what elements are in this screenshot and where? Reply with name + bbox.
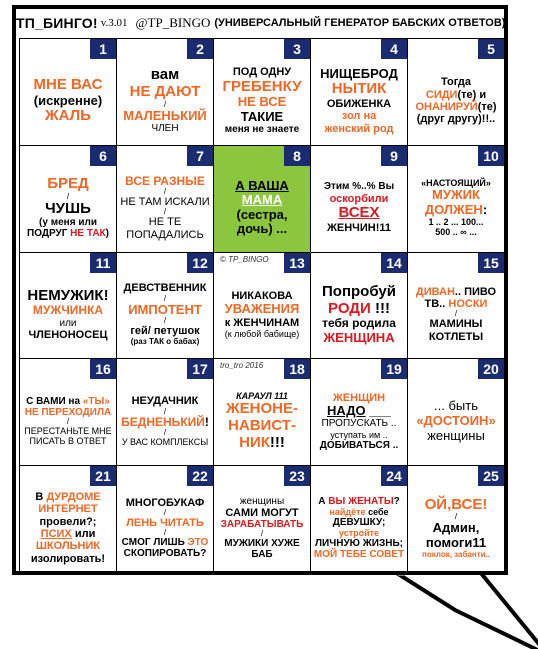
cell-text: Этим %..% Вы <box>323 181 395 193</box>
cell-text: НЕМУЖИК! <box>27 286 109 304</box>
cell-text: (искренне) <box>33 92 103 108</box>
cell-separator: / <box>163 316 167 326</box>
cell-text: ДУРДОМЕ <box>46 491 101 504</box>
cell-text: В <box>35 491 44 504</box>
cell-text: : <box>482 201 488 217</box>
cell-text: ! <box>204 414 209 429</box>
cell-number: 14 <box>381 253 407 273</box>
cell-text: ОЙ,ВСЕ! <box>424 495 488 513</box>
cell-number: 17 <box>187 359 213 379</box>
bingo-cell-16[interactable] <box>20 359 117 466</box>
cell-text: изолировать! <box>30 552 106 565</box>
cell-separator: / <box>163 507 167 517</box>
bingo-cell-6[interactable] <box>20 146 117 253</box>
cell-text: СИДИ <box>425 88 458 101</box>
cell-number: 20 <box>478 359 504 379</box>
cell-text: НИЩЕБРОД <box>320 65 398 81</box>
bingo-cell-9[interactable] <box>311 146 408 253</box>
cell-text: А <box>318 495 326 507</box>
cell-text: гей/ петушок <box>130 325 200 338</box>
cell-text: ДОЛЖЕН <box>424 201 483 217</box>
cell-separator: / <box>163 186 167 196</box>
cell-text: ? <box>393 495 400 507</box>
cell-text: себе <box>368 506 389 517</box>
cell-number: 22 <box>187 466 213 486</box>
cell-text: КОТЛЕТЫ <box>428 330 484 343</box>
cell-text: МУЖИК <box>432 187 480 203</box>
cell-text: ТВ.. <box>424 298 446 311</box>
cell-text: ... быть <box>434 398 478 414</box>
cell-text: НЕ ВСЕ <box>237 94 287 110</box>
cell-text: ИНТЕРНЕТ <box>38 503 98 516</box>
cell-number: 2 <box>187 39 213 59</box>
cell-text: НЕ ТАМ ИСКАЛИ <box>120 195 210 208</box>
bingo-cell-11[interactable] <box>20 253 117 360</box>
bingo-cell-4[interactable] <box>311 39 408 146</box>
cell-text: САМИ МОГУТ <box>225 506 299 519</box>
cell-text: ЛИЧНУЮ ЖИЗНЬ; <box>315 538 403 550</box>
cell-text: помоги11 <box>425 535 487 551</box>
cell-number: 1 <box>90 39 116 59</box>
cell-text: ПРОПУСКАТЬ .. <box>321 418 397 430</box>
cell-number: 16 <box>90 359 116 379</box>
cell-text: ИМПОТЕНТ <box>128 301 202 317</box>
bingo-cell-3[interactable] <box>214 39 311 146</box>
bingo-cell-14[interactable] <box>311 253 408 360</box>
cell-number: 4 <box>381 39 407 59</box>
cell-text: МУЖЧИНКА <box>32 303 104 318</box>
cell-text: НЫТИК <box>331 80 387 98</box>
cell-text: МУЖИКИ ХУЖЕ <box>224 538 300 550</box>
cell-number: 25 <box>478 466 504 486</box>
bingo-cell-22[interactable] <box>117 466 214 573</box>
cell-number: 7 <box>187 146 213 166</box>
cell-number: 5 <box>478 39 504 59</box>
cell-text: МАМИНЫ <box>429 318 483 331</box>
cell-text: ЭТО <box>187 537 209 549</box>
cell-text: БАБ <box>251 549 273 561</box>
cell-text: ДОБИВАТЬСЯ .. <box>319 439 399 451</box>
cell-separator: / <box>163 293 167 303</box>
cell-text: ПОД ОДНУ <box>232 66 292 79</box>
bingo-cell-5[interactable] <box>408 39 505 146</box>
cell-text: тебя родила <box>322 316 396 331</box>
cell-text: НЕ ТЕ <box>148 216 182 229</box>
bingo-cell-1[interactable] <box>20 39 117 146</box>
cell-number: 21 <box>90 466 116 486</box>
cell-text: БЕДНЕНЬКИЙ <box>121 414 205 429</box>
cell-text: поклок, забанти.. <box>422 549 490 559</box>
cell-text: ПСИХ <box>40 528 72 541</box>
cell-number: 19 <box>381 359 407 379</box>
cell-text: ЖАЛЬ <box>45 107 91 125</box>
cell-number: 3 <box>284 39 310 59</box>
cell-text: ШКОЛЬНИК <box>35 540 101 553</box>
cell-text: дочь) ... <box>236 221 288 237</box>
cell-number: 18 <box>284 359 310 379</box>
cell-text: вам <box>150 66 180 84</box>
cell-number: 15 <box>478 253 504 273</box>
cell-text: У ВАС КОМПЛЕКСЫ <box>121 437 209 448</box>
cell-text: (сестра, <box>236 206 288 222</box>
cell-text: .. ПИВО <box>454 285 497 298</box>
cell-number: 13 <box>284 253 310 273</box>
cell-text: НЕ ДАЮТ <box>129 83 201 101</box>
cell-watermark: © TP_BINGO <box>220 254 269 264</box>
bingo-cell-2[interactable] <box>117 39 214 146</box>
bingo-cell-24[interactable] <box>311 466 408 573</box>
bingo-cell-19[interactable] <box>311 359 408 466</box>
cell-text: «НАСТОЯЩИЙ» <box>421 178 491 189</box>
cell-text: !!! <box>374 299 390 317</box>
cell-separator: / <box>163 99 167 109</box>
cell-text: «ДОСТОИН» <box>416 413 496 429</box>
cell-text: провели?; <box>39 515 97 528</box>
cell-text: ДЕВСТВЕННИК <box>123 282 207 295</box>
cell-text: НЕ ТАК <box>70 228 106 240</box>
cell-text: МНОГОБУКАФ <box>125 496 205 509</box>
cell-text: ЧЛЕН <box>151 123 179 135</box>
cell-text: ВСЕХ <box>338 203 380 221</box>
cell-text: или <box>59 317 77 329</box>
cell-text: «ТЫ» <box>82 396 110 408</box>
cell-text: ДИВАН <box>415 285 455 298</box>
bingo-grid <box>19 38 505 573</box>
cell-number: 9 <box>381 146 407 166</box>
cell-text: НОСКИ <box>448 298 488 311</box>
cell-text: ЗАРАБАТЫВАТЬ <box>220 519 304 531</box>
cell-text: уступать им .. <box>330 429 388 440</box>
bingo-cell-13[interactable] <box>214 253 311 360</box>
cell-text: Тогда <box>440 76 471 89</box>
cell-text: (к любой бабище) <box>224 329 300 340</box>
cell-text: НЕУДАЧНИК <box>131 395 199 408</box>
cell-watermark: tro_tro 2016 <box>220 361 264 371</box>
cell-text: или <box>74 528 96 541</box>
bingo-cell-7[interactable] <box>117 146 214 253</box>
bingo-cell-23[interactable] <box>214 466 311 573</box>
cell-text: СМОГ ЛИШЬ <box>121 537 185 549</box>
cell-text: ОНАНИРУЙ <box>415 100 478 113</box>
cell-number: 12 <box>187 253 213 273</box>
cell-separator: / <box>163 428 167 438</box>
cell-text: С ВАМИ на <box>26 396 81 408</box>
bingo-cell-12[interactable] <box>117 253 214 360</box>
cell-text: Админ, <box>432 520 480 536</box>
cell-separator: / <box>163 528 167 538</box>
header <box>16 10 506 36</box>
cell-text: БРЕД <box>47 174 89 192</box>
cell-separator: / <box>163 207 167 217</box>
cell-text: РОДИ <box>328 299 371 317</box>
cell-text: оскорбили <box>329 192 389 205</box>
cell-number: 24 <box>381 466 407 486</box>
cell-number: 23 <box>284 466 310 486</box>
header-handle: @TP_BINGO <box>135 15 211 30</box>
cell-number: 11 <box>90 253 116 273</box>
cell-number: 10 <box>478 146 504 166</box>
cell-text: (друг другу)!!.. <box>416 113 496 126</box>
cell-text: ГРЕБЕНКУ <box>222 77 302 95</box>
cell-text: ВЫ ЖЕНАТЫ <box>328 495 394 507</box>
cell-text: НЕ ПЕРЕХОДИЛА <box>24 407 112 419</box>
cell-separator: / <box>66 191 70 201</box>
cell-separator: / <box>454 309 458 319</box>
bingo-cell-10[interactable] <box>408 146 505 253</box>
cell-text: А ВАША <box>235 177 289 193</box>
cell-text: меня не знаете <box>224 124 300 136</box>
cell-text: МАЛЕНЬКИЙ <box>123 107 207 123</box>
cell-text: (те) <box>477 100 497 113</box>
cell-text: 1 .. 2 ... 100... <box>428 217 484 228</box>
cell-text: УВАЖЕНИЯ <box>224 301 300 317</box>
cell-number: 6 <box>90 146 116 166</box>
cell-text: (раз ТАК о бабах) <box>130 336 200 346</box>
cell-text: !!! <box>269 433 285 451</box>
cell-text: женщины <box>239 495 285 507</box>
bingo-cell-15[interactable] <box>408 253 505 360</box>
cell-text: СКОПИРОВАТЬ? <box>123 548 207 560</box>
cell-text: ТАКИЕ <box>240 108 284 124</box>
cell-text: ЖЕНЩИН <box>332 391 386 404</box>
cell-text: ЧУШЬ <box>45 199 91 217</box>
cell-text: НИК <box>239 433 270 451</box>
cell-separator: / <box>163 406 167 416</box>
cell-text: ОБИЖЕНКА <box>326 98 392 111</box>
cell-text: Попробуй <box>322 282 396 300</box>
cell-text: устройте <box>338 528 380 539</box>
cell-text: КАРАУЛ 111 <box>236 391 288 402</box>
bingo-cell-25[interactable] <box>408 466 505 573</box>
cell-text: НАДО <box>327 402 366 418</box>
cell-text: найдёте <box>329 506 366 517</box>
cell-text: ПОДРУГ <box>27 228 68 240</box>
bingo-cell-17[interactable] <box>117 359 214 466</box>
cell-text: ВСЕ РАЗНЫЕ <box>125 173 205 188</box>
cell-text: МНЕ ВАС <box>33 75 103 93</box>
cell-separator: / <box>66 417 70 427</box>
cell-text: зол на <box>341 110 377 123</box>
cell-text: (у меня или <box>39 217 97 229</box>
cell-text: НАВИСТ- <box>228 416 296 434</box>
cell-text: МОЙ ТЕБЕ СОВЕТ <box>313 549 405 561</box>
cell-separator: / <box>260 529 264 539</box>
cell-text: к ЖЕНЧИНАМ <box>224 316 300 329</box>
cell-text: ПОПАДАЛИСЬ <box>126 228 204 241</box>
cell-text: НИКАКОВА <box>231 289 293 302</box>
cell-text: ЖЕНОНЕ- <box>226 400 298 418</box>
cell-text: ЖЕНЩИНА <box>323 329 395 345</box>
cell-text: МАМА <box>241 192 283 208</box>
cell-text: (те) и <box>457 88 487 101</box>
header-version: v.3.01 <box>100 17 128 29</box>
cell-number: 8 <box>284 146 310 166</box>
cell-text: женский род <box>324 122 394 135</box>
bingo-cell-8[interactable] <box>214 146 311 253</box>
bingo-cell-18[interactable] <box>214 359 311 466</box>
header-subtitle: (УНИВЕРСАЛЬНЫЙ ГЕНЕРАТОР БАБСКИХ ОТВЕТОВ) <box>214 17 506 29</box>
cell-text: ЖЕНЧИН!11 <box>326 221 392 234</box>
cell-text: ЛЕНЬ ЧИТАТЬ <box>126 516 204 529</box>
bingo-cell-21[interactable] <box>20 466 117 573</box>
cell-text: ПЕРЕСТАНЬТЕ МНЕ <box>24 426 112 437</box>
cell-text: женщины <box>427 427 485 443</box>
cell-text: ЧЛЕНОНОСЕЦ <box>28 329 108 342</box>
cell-text: ) <box>105 228 109 240</box>
cell-text: 500 .. ∞ ... <box>435 227 477 238</box>
cell-text: ПИСАТЬ В ОТВЕТ <box>29 436 107 447</box>
header-title: ТП_БИНГО! <box>16 15 98 31</box>
cell-text: ___ <box>369 402 391 418</box>
bingo-cell-20[interactable] <box>408 359 505 466</box>
cell-separator: / <box>454 512 458 522</box>
cell-text: ДЕВУШКУ; <box>332 516 386 528</box>
